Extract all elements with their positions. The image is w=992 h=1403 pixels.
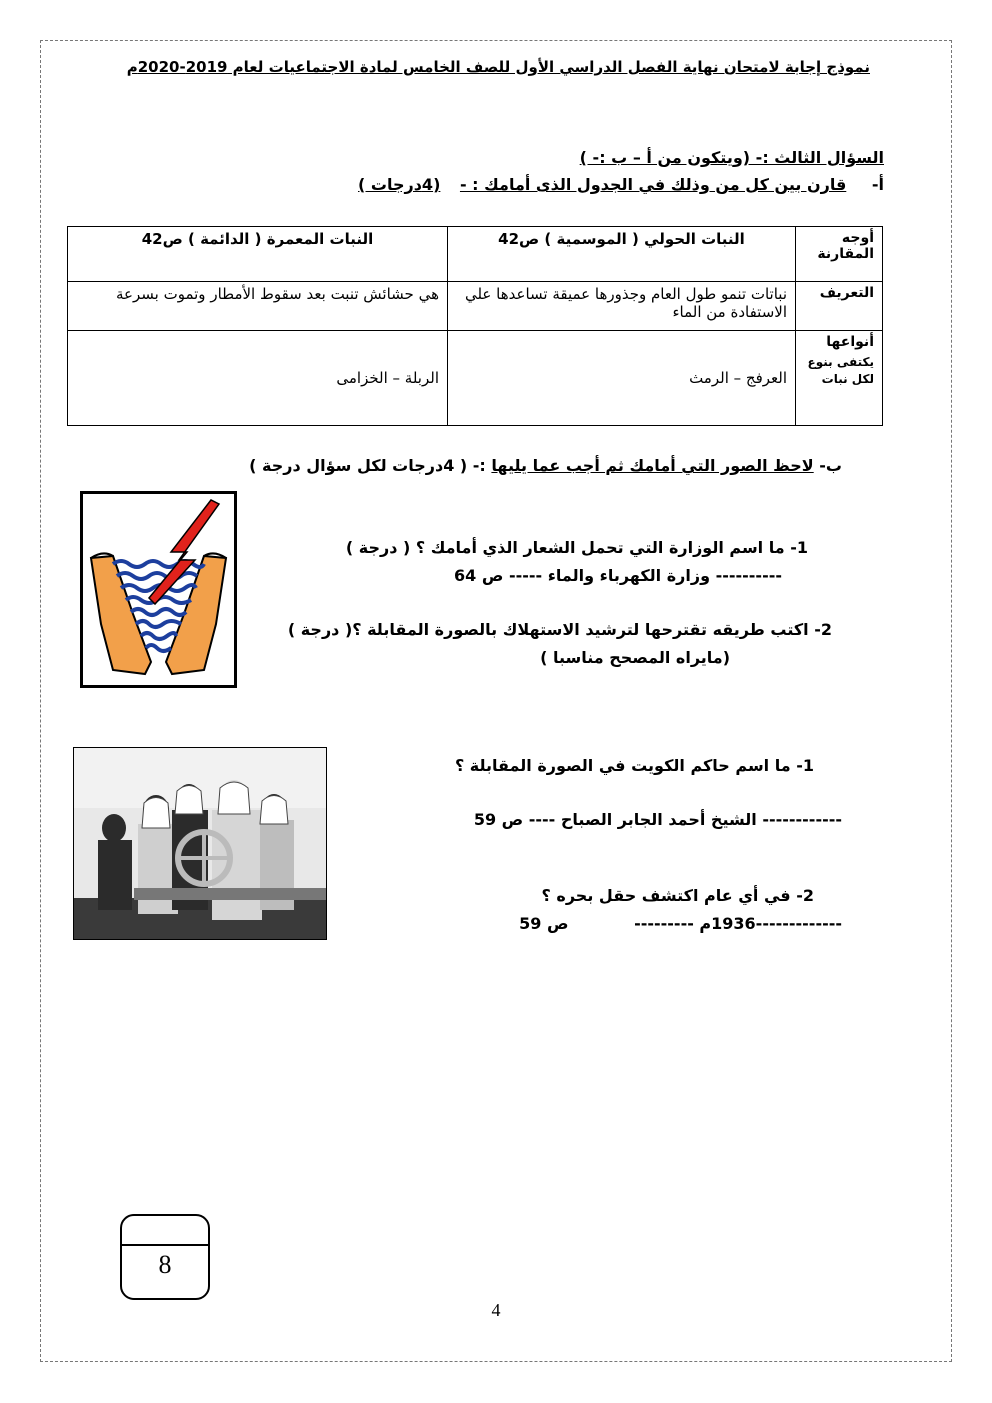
table-row	[68, 282, 883, 331]
table-row	[68, 227, 883, 282]
question-3-title: السؤال الثالث :- (ويتكون من أ – ب :- )	[579, 148, 884, 167]
ministry-logo-image	[80, 491, 237, 688]
types-seasonal: العرفج – الرمث	[448, 331, 796, 426]
row-types-cell	[796, 331, 883, 426]
row-types-label: أنواعها	[826, 334, 874, 350]
page-header: نموذج إجابة لامتحان نهاية الفصل الدراسي الأول للصف الخامس لمادة الاجتماعيات لعام 2019-2020م	[126, 58, 870, 76]
question-3a-text: قارن بين كل من وذلك في الجدول الذى أمامك : -	[459, 175, 847, 194]
score-box	[120, 1214, 210, 1300]
logo-question-1: 1- ما اسم الوزارة التي تحمل الشعار الذي أمامك ؟ ( درجة )	[345, 538, 808, 557]
logo-question-2: 2- اكتب طريقه تقترحها لترشيد الاستهلاك بالصورة المقابلة ؟( درجة )	[287, 620, 832, 639]
logo-answer-1: ---------- وزارة الكهرباء والماء ----- ص 64	[454, 566, 782, 585]
electricity-water-logo-icon	[83, 494, 234, 685]
question-3a-label: أ-	[871, 175, 884, 194]
photo-question-1: 1- ما اسم حاكم الكويت في الصورة المقابلة ؟	[454, 756, 814, 775]
historical-photo-image	[73, 747, 327, 940]
score-value: 8	[158, 1250, 172, 1279]
row-types-note: يكتفى بنوع لكل نبات	[807, 355, 874, 386]
photo-answer-1: ------------ الشيخ أحمد الجابر الصباح ---- ص 59	[473, 810, 842, 829]
row-definition-label: التعريف	[796, 282, 883, 331]
oil-valve-photo-icon	[74, 748, 326, 939]
table-row	[68, 331, 883, 426]
photo-answer-2-text: -------------1936م ---------	[634, 914, 842, 933]
header-aspect: أوجه المقارنة	[796, 227, 883, 282]
definition-perennial: هي حشائش تنبت بعد سقوط الأمطار وتموت بسرعة	[68, 282, 448, 331]
page-number: 4	[491, 1300, 501, 1320]
question-3a	[358, 175, 884, 194]
part-b-grade: :- ( 4درجات لكل سؤال درجة )	[249, 456, 486, 475]
photo-answer-2-page-ref: ص 59	[519, 914, 569, 933]
photo-answer-2	[519, 914, 842, 933]
score-divider	[122, 1244, 208, 1246]
types-perennial: الربلة – الخزامى	[68, 331, 448, 426]
part-b-label: ب-	[819, 456, 842, 475]
photo-question-2: 2- في أي عام اكتشف حقل بحره ؟	[541, 886, 814, 905]
part-b-text: لاحظ الصور التي أمامك ثم أجب عما يليها	[491, 456, 814, 475]
header-seasonal: النبات الحولي ( الموسمية ) ص42	[448, 227, 796, 282]
logo-answer-2: (مايراه المصحح مناسبا )	[540, 648, 730, 667]
definition-seasonal: نباتات تنمو طول العام وجذورها عميقة تساعدها علي الاستفادة من الماء	[448, 282, 796, 331]
header-perennial: النبات المعمرة ( الدائمة ) ص42	[68, 227, 448, 282]
question-3a-grade: (4درجات )	[358, 175, 441, 194]
comparison-table	[67, 226, 883, 426]
part-b-title	[249, 456, 842, 475]
